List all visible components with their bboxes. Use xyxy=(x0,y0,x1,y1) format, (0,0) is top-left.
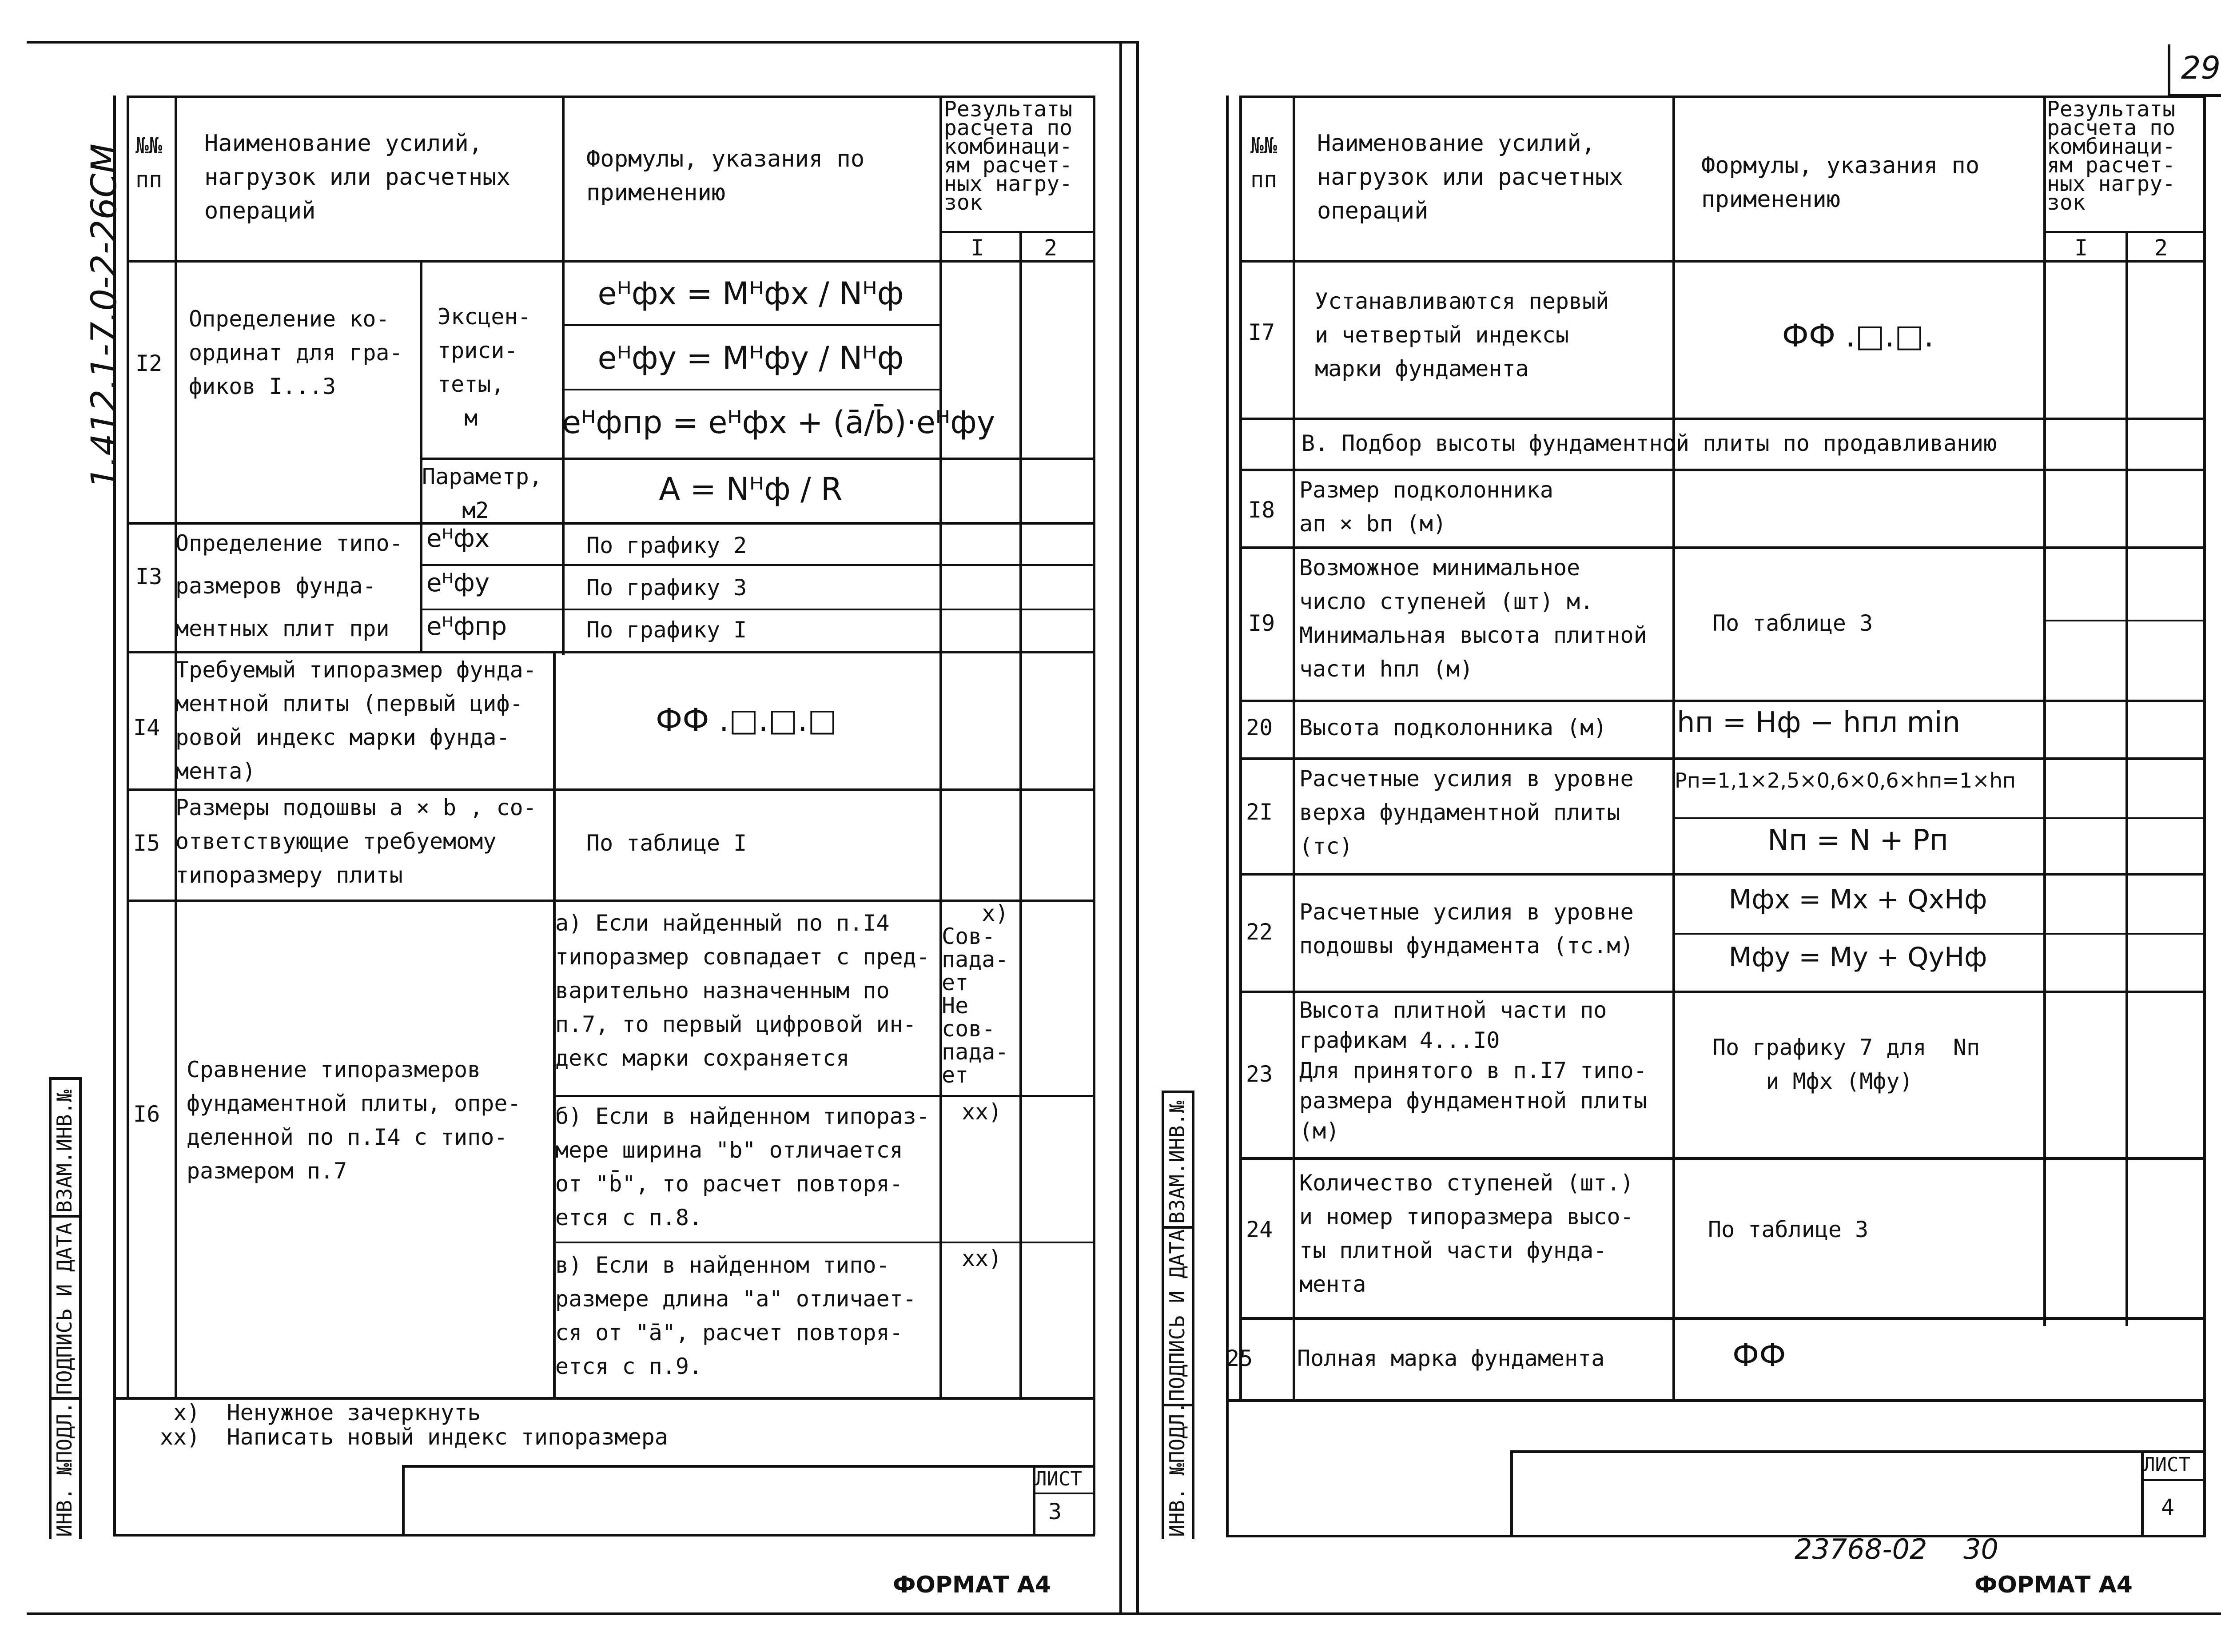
row-12-name: Определение ко- ординат для гра- фиков I...3 xyxy=(189,306,403,399)
right-r22-bottom xyxy=(1239,991,2203,993)
right-header-bottom xyxy=(1239,260,2203,263)
row-13-ey: eᴴфy xyxy=(426,569,490,597)
right-col-res1 xyxy=(2043,96,2046,1326)
stamp-signature-date: ПОДПИСЬ И ДАТА xyxy=(52,1222,76,1395)
right-r17-bottom xyxy=(1239,418,2203,420)
row-17-formula: ФФ .□.□. xyxy=(1782,318,1934,354)
bottom-border-line xyxy=(27,1612,2221,1615)
row-12-sub-parameter: Параметр, м2 xyxy=(422,464,542,523)
row-12-formula-a: A = Nᴴф / R xyxy=(659,471,843,507)
right-header-name: Наименование усилий, нагрузок или расчетных операций xyxy=(1317,130,1623,224)
right-header-col1: I xyxy=(2074,235,2088,261)
r-stamp-strip-left xyxy=(1162,1091,1164,1539)
top-border-line xyxy=(27,41,1137,44)
row-17-num: I7 xyxy=(1248,319,1275,345)
right-section-bottom xyxy=(1239,469,2203,471)
row-13-formula-b: По графику 3 xyxy=(586,575,747,601)
row-24-name: Количество ступеней (шт.) и номер типоразмера высо- ты плитной части фунда- мента xyxy=(1299,1170,1634,1297)
row-17-name: Устанавливаются первый и четвертый индексы марки фундамента xyxy=(1315,288,1609,382)
row-19-name: Возможное минимальное число ступеней (шт) м. Минимальная высота плитной части hпл (м) xyxy=(1299,555,1647,682)
right-r19-res-line xyxy=(2043,620,2203,621)
right-header-formula: Формулы, указания по применению xyxy=(1701,152,1980,213)
left-sheet-number: 3 xyxy=(1048,1499,1062,1525)
left-header-bottom xyxy=(127,260,1093,263)
row-23-formula: По графику 7 для Nп и Мфх (Мфу) xyxy=(1712,1035,1980,1094)
right-r22-mid xyxy=(1672,933,2203,935)
right-frame-right xyxy=(2203,96,2206,1537)
row-14-name: Требуемый типоразмер фунда- ментной плиты (первый циф- ровой индекс марки фунда- мента) xyxy=(175,657,537,784)
r-stamp-divider-1 xyxy=(1162,1226,1194,1229)
page-number-box-left xyxy=(2168,44,2170,96)
left-r16-res-sep xyxy=(1019,900,1022,1397)
page-fold-line xyxy=(1119,41,1122,1613)
right-col-num xyxy=(1293,96,1295,1399)
stamp-strip-right xyxy=(79,1077,82,1539)
r-stamp-strip-top xyxy=(1162,1091,1194,1093)
left-header-results: Результаты расчета по комбинаци- ям расчет- ных нагру- зок xyxy=(944,97,1072,215)
row-20-num: 20 xyxy=(1246,715,1273,740)
left-titleblock-left xyxy=(402,1465,405,1536)
stamp-inv-podl: ИНВ. №ПОДЛ. xyxy=(52,1401,76,1537)
r-stamp-signature-date: ПОДПИСЬ И ДАТА xyxy=(1165,1229,1189,1401)
row-21-name: Расчетные усилия в уровне верха фундаментной плиты (тс) xyxy=(1299,766,1634,859)
row-22-formula-my: Mфy = My + QyHф xyxy=(1728,942,1987,973)
row-16-name: Сравнение типоразмеров фундаментной плиты, опре- деленной по п.I4 с типо- размером п.7 xyxy=(187,1057,521,1184)
row-23-num: 23 xyxy=(1246,1061,1273,1087)
left-header-sub-line xyxy=(939,231,1093,233)
left-col-subname xyxy=(420,260,422,651)
page-number: 29 xyxy=(2181,50,2221,86)
left-frame-right xyxy=(1093,96,1095,1535)
row-18-num: I8 xyxy=(1248,497,1275,523)
right-header-sub-line xyxy=(2043,231,2203,233)
row-23-name: Высота плитной части по графикам 4...I0 Для принятого в п.I7 типо- размера фундаментной плиты (м) xyxy=(1299,997,1647,1144)
row-13-epr: eᴴфпр xyxy=(426,612,507,641)
r-stamp-inv-podl: ИНВ. №ПОДЛ. xyxy=(1165,1401,1189,1537)
row-25-formula: ФФ xyxy=(1732,1337,1786,1373)
right-frame-left xyxy=(1226,96,1229,1537)
right-table-bottom xyxy=(1226,1399,2205,1402)
row-16-case-c-result: xx) xyxy=(962,1246,1002,1271)
left-r13-line1 xyxy=(420,564,1093,566)
left-header-col1: I xyxy=(971,235,984,261)
right-r24-bottom xyxy=(1239,1317,2203,1320)
right-titleblock-left xyxy=(1510,1450,1513,1537)
row-19-num: I9 xyxy=(1248,610,1275,636)
right-r21-mid xyxy=(1672,817,2203,819)
row-16-case-b-result: xx) xyxy=(962,1099,1002,1125)
section-heading-b: В. Подбор высоты фундаментной плиты по продавливанию xyxy=(1302,430,1997,456)
row-16-case-a-result: x) Сов- пада- ет Не сов- пада- ет xyxy=(942,900,1009,1088)
right-r19-bottom xyxy=(1239,700,2203,702)
row-22-formula-mx: Mфх = Mx + QxHф xyxy=(1728,884,1987,915)
right-header-num: №№ пп xyxy=(1250,133,1278,192)
left-r13-line2 xyxy=(420,609,1093,610)
left-header-num: №№ пп xyxy=(135,133,163,192)
stamp-strip-top xyxy=(49,1077,81,1080)
document-code: 1.412.1-7.0-2-26СМ xyxy=(84,143,124,489)
r-stamp-vzam-inv: ВЗАМ.ИНВ.№ xyxy=(1165,1101,1189,1224)
left-sheet-box-mid xyxy=(1033,1493,1095,1494)
row-16-case-c: в) Если в найденном типо- размере длина "a" отличает- ся от "ā", расчет повторя- ется с п.9. xyxy=(555,1252,916,1379)
right-col-formula xyxy=(1672,96,1675,1399)
page-fold-line-2 xyxy=(1136,41,1139,1613)
row-12-sub-eccentricity: Эксцен- триси- теты, м xyxy=(438,304,531,431)
row-13-ex: eᴴфх xyxy=(426,524,490,553)
left-header-col2: 2 xyxy=(1044,235,1058,261)
left-frame-left xyxy=(113,96,116,1535)
right-r18-bottom xyxy=(1239,546,2203,549)
right-sheet-box-mid xyxy=(2141,1479,2205,1481)
row-21-num: 2I xyxy=(1246,799,1273,825)
left-col-res1 xyxy=(939,96,942,1397)
right-col-res2 xyxy=(2125,231,2128,1326)
stamp-strip-left xyxy=(49,1077,52,1539)
row-16-num: I6 xyxy=(133,1101,160,1127)
right-r23-bottom xyxy=(1239,1157,2203,1160)
archive-number: 23768-02 xyxy=(1795,1533,1927,1565)
left-format-label: ФОРМАТ А4 xyxy=(893,1572,1051,1598)
row-12-num: I2 xyxy=(135,350,163,376)
left-r16-line2 xyxy=(553,1242,1093,1243)
left-titleblock-top xyxy=(402,1465,1095,1468)
row-15-formula: По таблице I xyxy=(586,830,747,856)
stamp-divider-1 xyxy=(49,1215,81,1218)
row-21-formula-p: Pп=1,1×2,5×0,6×0,6×hп=1×hп xyxy=(1675,768,2016,792)
row-13-num: I3 xyxy=(135,564,163,589)
row-12-formula-epr: eᴴфпр = eᴴфх + (ā/b̄)·eᴴфy xyxy=(562,404,995,441)
archive-sheet: 30 xyxy=(1963,1533,1998,1565)
row-24-formula: По таблице 3 xyxy=(1708,1217,1869,1242)
row-22-num: 22 xyxy=(1246,919,1273,945)
right-header-col2: 2 xyxy=(2154,235,2168,261)
right-table-edge xyxy=(1239,96,1242,1399)
left-header-formula: Формулы, указания по применению xyxy=(586,146,865,206)
row-13-name: Определение типо- размеров фунда- ментных плит при xyxy=(175,530,403,641)
left-r16-line1 xyxy=(553,1095,1093,1097)
r-stamp-strip-right xyxy=(1192,1091,1194,1539)
row-13-formula-a: По графику 2 xyxy=(586,533,747,558)
row-19-formula: По таблице 3 xyxy=(1712,610,1873,636)
left-header-name: Наименование усилий, нагрузок или расчетных операций xyxy=(204,130,510,224)
right-r21-bottom xyxy=(1239,873,2203,876)
row-25-name: Полная марка фундамента xyxy=(1297,1345,1605,1371)
footnote-strike: x) Ненужное зачеркнуть xyxy=(160,1400,481,1425)
right-titleblock-top xyxy=(1510,1450,2205,1453)
row-16-case-b: б) Если в найденном типораз- мере ширина "b" отличается от "b̄", то расчет повторя- ется с п.8. xyxy=(555,1103,930,1230)
row-15-num: I5 xyxy=(133,830,160,856)
stamp-divider-2 xyxy=(49,1397,81,1400)
row-16-case-a: а) Если найденный по п.I4 типоразмер совпадает с пред- варительно назначенным по п.7, то первый цифровой ин- декс марки сохраняется xyxy=(555,910,930,1071)
right-format-label: ФОРМАТ А4 xyxy=(1974,1572,2133,1598)
row-12-formula-ex: eᴴфх = Mᴴфх / Nᴴф xyxy=(597,275,904,312)
row-20-formula: hп = Hф − hпл min xyxy=(1677,706,1961,739)
right-r20-bottom xyxy=(1239,757,2203,760)
stamp-vzam-inv: ВЗАМ.ИНВ.№ xyxy=(52,1090,76,1213)
left-frame-bottom xyxy=(113,1534,1095,1537)
left-r12-line1 xyxy=(562,324,939,326)
row-21-formula-n: Nп = N + Pп xyxy=(1767,824,1948,857)
row-22-name: Расчетные усилия в уровне подошвы фундамента (тс.м) xyxy=(1299,899,1634,959)
row-20-name: Высота подколонника (м) xyxy=(1299,715,1607,740)
row-14-num: I4 xyxy=(133,715,160,740)
right-header-results: Результаты расчета по комбинаци- ям расчет- ных нагру- зок xyxy=(2047,97,2175,215)
row-14-formula: ФФ .□.□.□ xyxy=(656,702,837,738)
footnote-new-index: xx) Написать новый индекс типоразмера xyxy=(160,1424,668,1450)
row-15-name: Размеры подошвы a × b , со- ответствующие требуемому типоразмеру плиты xyxy=(175,795,537,888)
left-table-edge xyxy=(127,96,129,1397)
right-sheet-number: 4 xyxy=(2161,1494,2175,1520)
row-13-formula-c: По графику I xyxy=(586,617,747,643)
left-sheet-label: ЛИСТ xyxy=(1035,1468,1082,1490)
left-r12-line2 xyxy=(562,389,939,390)
row-12-formula-ey: eᴴфy = Mᴴфy / Nᴴф xyxy=(597,340,904,376)
row-25-num: 25 xyxy=(1226,1345,1253,1371)
row-24-num: 24 xyxy=(1246,1217,1273,1242)
row-18-name: Размер подколонника aп × bп (м) xyxy=(1299,477,1553,537)
right-frame-bottom xyxy=(1226,1535,2205,1537)
right-sheet-label: ЛИСТ xyxy=(2143,1453,2190,1476)
